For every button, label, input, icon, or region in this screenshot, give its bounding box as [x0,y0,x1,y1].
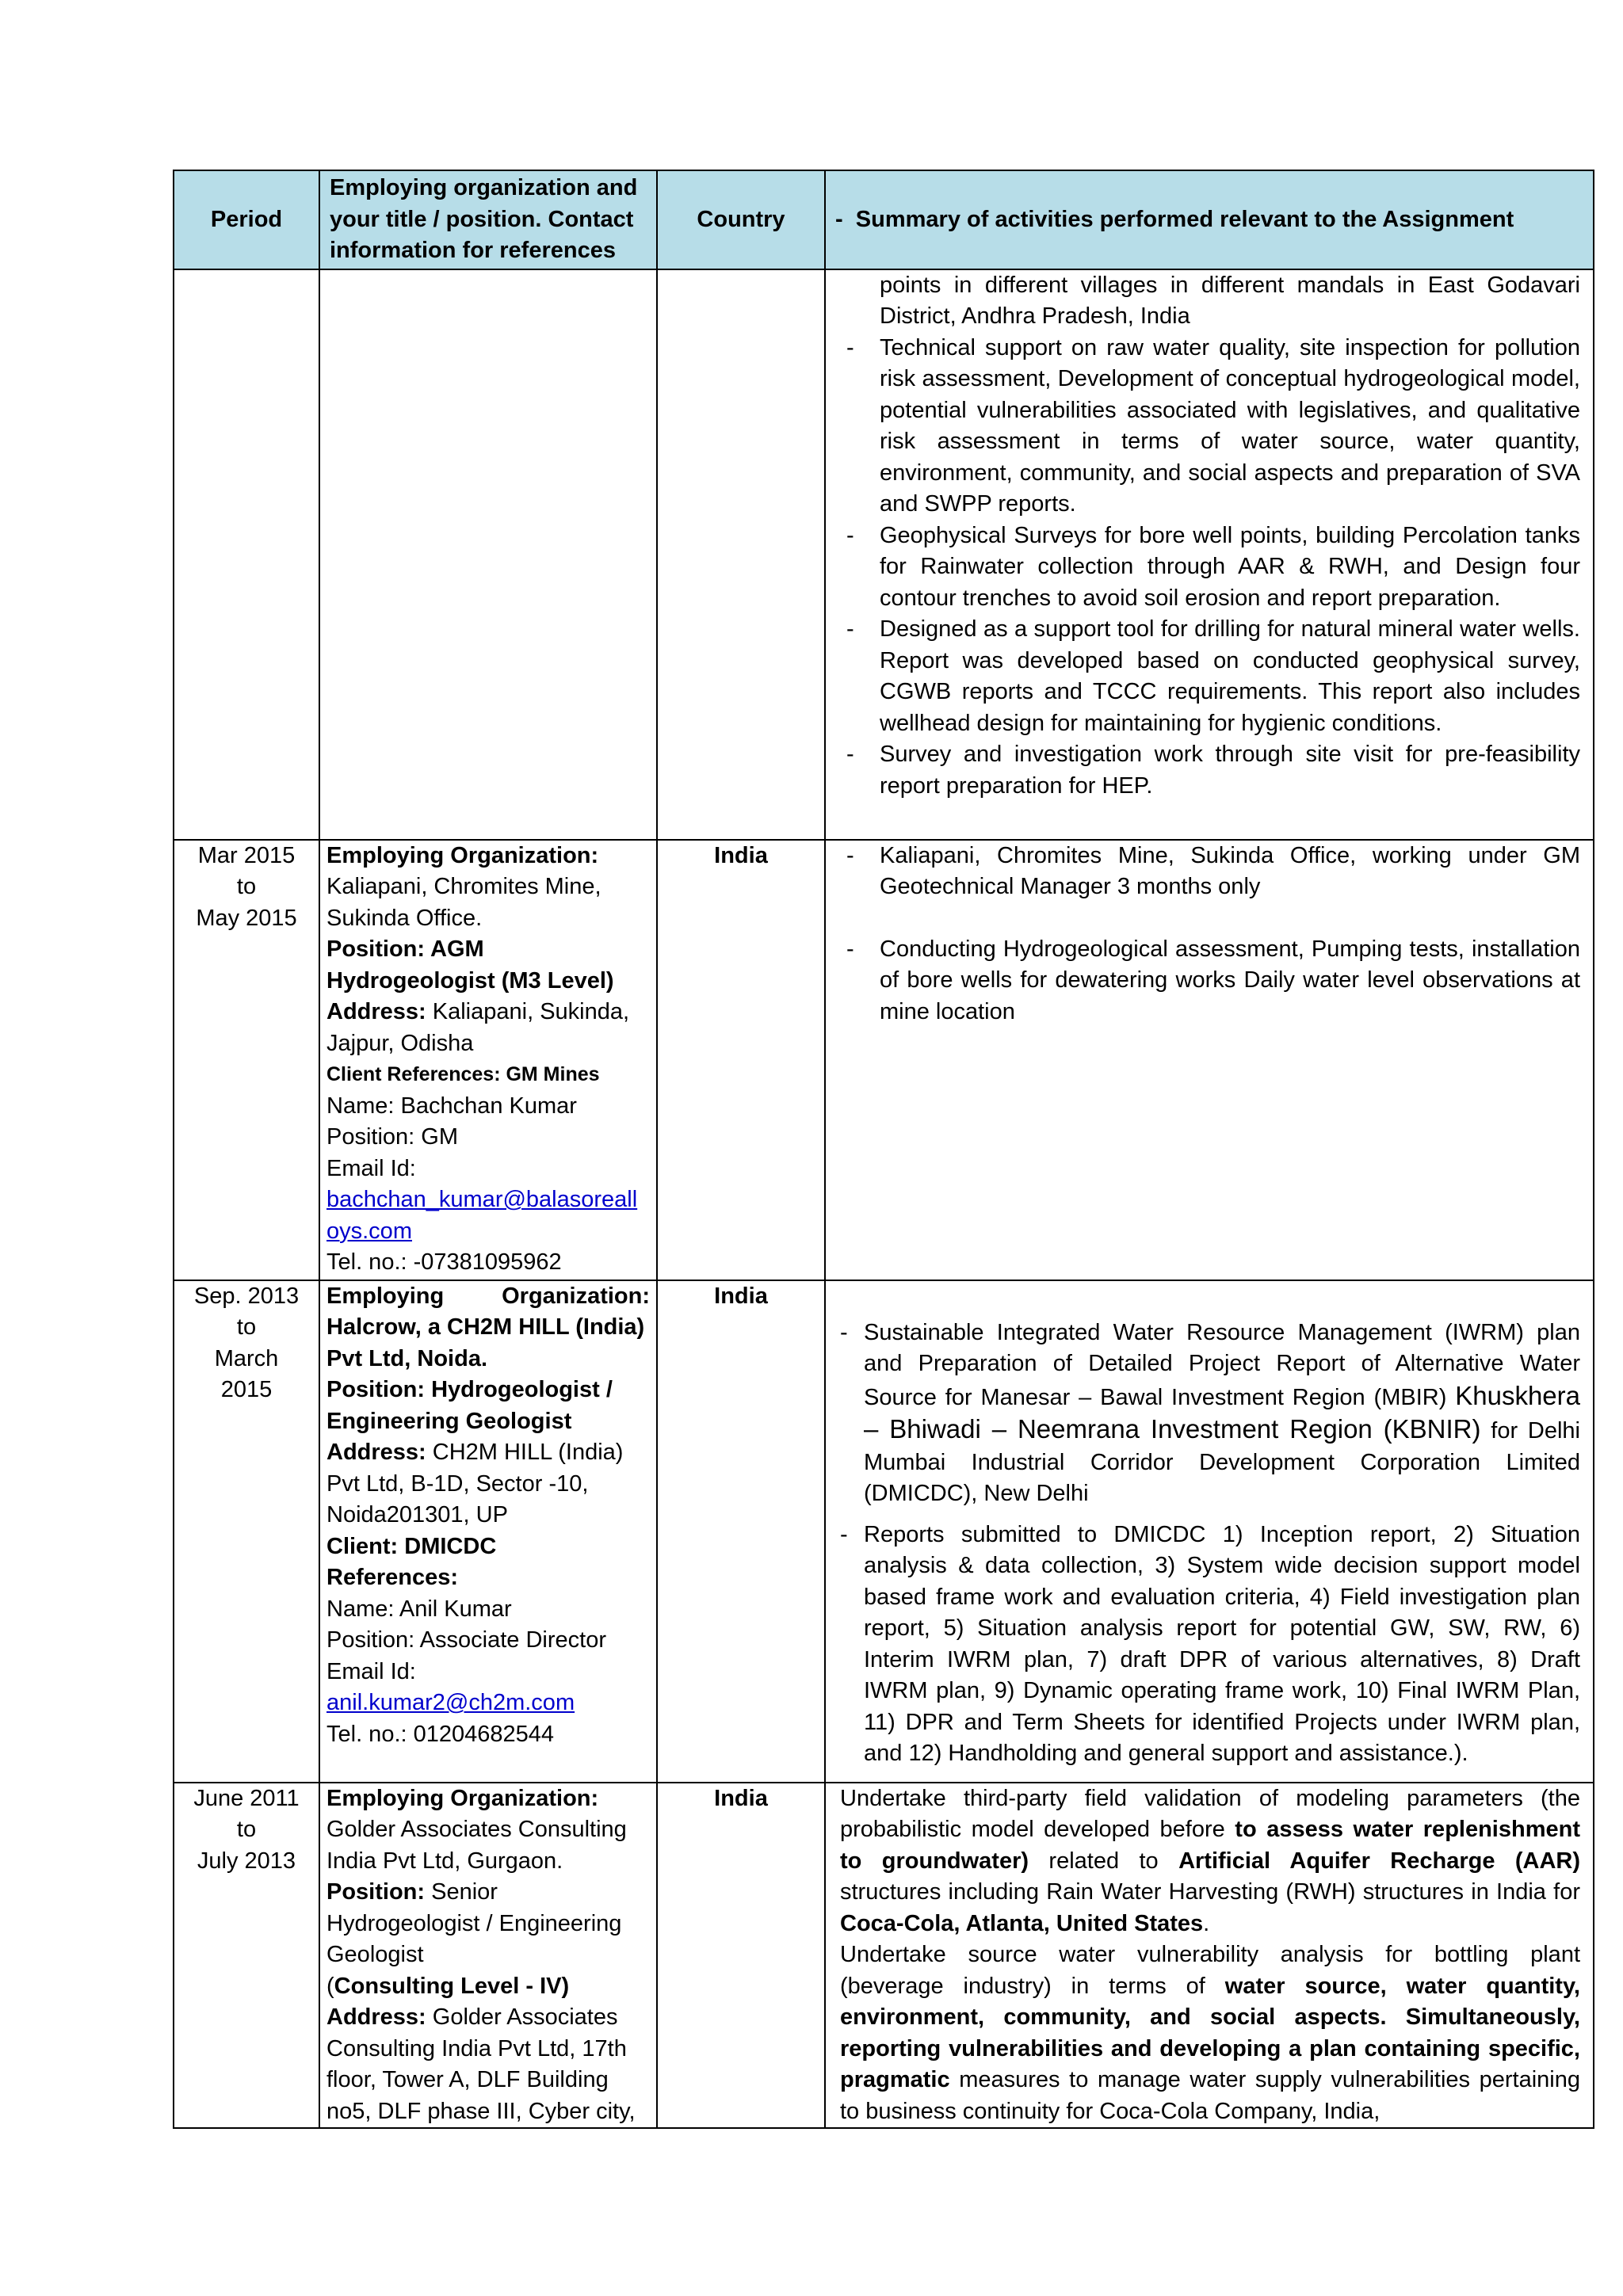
period-to: to [236,1314,257,1340]
summary-continuation: points in different villages in different mandals in East Godavari District, Andhra Pradesh, India [880,272,1580,329]
table-row [174,1280,1594,1783]
text-run: Undertake source water vulnerability analysis for bottling plant (beverage industry) in terms of [840,1942,1580,1999]
address-value: Kaliapani, Sukinda, Jajpur, Odisha [327,999,630,1056]
bullet-dash: - [846,334,854,360]
address-label: Address: [327,1440,426,1465]
country-cell: India [657,1783,825,2129]
organization-cell [319,269,657,840]
employer-value: Golder Associates Consulting India Pvt Ltd, Gurgaon. [327,1817,627,1874]
iwrm-text-part2: Khuskhera – Bhiwadi – Neemrana Investment Region (KBNIR) [864,1380,1580,1444]
period-end: March [214,1345,279,1371]
email-label: Email Id: [327,1155,416,1181]
position [327,1877,650,1971]
text-run: structures including Rain Water Harvesting (RWH) structures in India for [840,1879,1580,1905]
address [327,2002,650,2127]
bullet-dash: - [840,1319,848,1345]
table-row [174,840,1594,1280]
bullet-text: Technical support on raw water quality, site inspection for pollution risk assessment, Development of conceptual hydrogeological model, potential vulnerabilities associated with legislatives, and qualitative risk assessment in terms of water source, water quantity, environment, community, and social aspects and preparation of SVA and SWPP reports. [880,334,1580,517]
bullet-text: Conducting Hydrogeological assessment, Pumping tests, installation of bore wells for dewatering works Daily water level observations at mine location [880,936,1580,1024]
employer-label: Employing Organization: [327,1785,599,1811]
header-period: Period [174,170,319,269]
list-item [832,841,1580,903]
header-summary [825,170,1594,269]
reference-name: Name: Anil Kumar [327,1596,512,1622]
experience-table [173,170,1594,2129]
reference-position: Position: Associate Director [327,1627,606,1653]
text-run: Undertake third-party field validation of modeling parameters (the probabilistic model developed before [840,1785,1580,1842]
email-link[interactable]: bachchan_kumar@balasorealloys.com [327,1187,638,1244]
employer-label: Employing Organization: [327,842,599,868]
reference-name: Name: Bachchan Kumar [327,1093,577,1119]
summary-cell [825,840,1594,1280]
period-end: July 2013 [197,1848,296,1874]
summary-cell [825,1783,1594,2129]
table-header-row [174,170,1594,269]
organization-cell [319,1783,657,2129]
organization-cell [319,840,657,1280]
period-cell [174,1280,319,1783]
period-cell [174,1783,319,2129]
summary-cell [825,1280,1594,1783]
period-start: June 2011 [193,1785,300,1811]
page [173,170,1581,2129]
telephone: Tel. no.: 01204682544 [327,1721,555,1747]
bullet-dash: - [846,842,854,868]
address [327,1437,650,1531]
bullet-dash: - [846,522,854,548]
period-to: to [236,1817,257,1842]
header-summary-dash: - [835,206,843,232]
bullet-dash: - [840,1521,848,1547]
bullet-text [864,1318,1580,1510]
summary-paragraph [840,1939,1580,2127]
bullet-text: Designed as a support tool for drilling for natural mineral water wells. Report was developed based on conducted geophysical survey, CGWB reports and TCCC requirements. This report also includes wellhead design for maintaining for hygienic conditions. [880,616,1580,736]
period-end-year: 2015 [220,1377,273,1402]
position-label: Position: [327,1879,426,1905]
address [327,997,650,1059]
reference-position: Position: GM [327,1124,458,1150]
level [327,1971,650,2003]
address-label: Address: [327,2004,426,2030]
telephone: Tel. no.: -07381095962 [327,1249,562,1275]
bullet-dash: - [846,616,854,642]
address-value: CH2M HILL (India) Pvt Ltd, B-1D, Sector -10, Noida201301, UP [327,1440,624,1527]
text-run: related to [1029,1848,1179,1874]
iwrm-text-part1: Sustainable Integrated Water Resource Management (IWRM) plan and Preparation of Detailed Project Report of Alternative Water Source for Manesar – Bawal Investment Region (MBIR) [864,1319,1580,1410]
header-organization: Employing organization and your title / position. Contact information for references [319,170,657,269]
summary-cell [825,269,1594,840]
client: Client: DMICDC [327,1533,497,1559]
list-item [840,1520,1580,1770]
country-cell: India [657,840,825,1280]
list-item [840,1318,1580,1510]
employer-value: Pvt Ltd, Noida. [327,1345,487,1371]
employer-value: Kaliapani, Chromites Mine, Sukinda Office. [327,874,601,931]
client-references: Client References: GM Mines [327,1063,600,1085]
address-label: Address: [327,999,426,1024]
period-start: Sep. 2013 [193,1283,300,1309]
table-row [174,269,1594,840]
position-value: Senior Hydrogeologist / Engineering Geologist [327,1879,622,1967]
organization-cell [319,1280,657,1783]
country-cell: India [657,1280,825,1783]
period-end: May 2015 [196,905,297,931]
level-open: ( [327,1973,334,1999]
text-run-bold: water source, water quantity, environment, community, and social aspects. Simultaneously, reporting vulnerabilities and developing a plan containing specific, pragmatic [840,1973,1580,2092]
spacer [840,1281,1580,1318]
spacer [832,903,1580,934]
references-label: References: [327,1565,459,1590]
bullet-dash: - [846,742,854,767]
bullet-dash: - [846,936,854,962]
position-label: Position: AGM Hydrogeologist (M3 Level) [327,936,614,994]
period-cell [174,269,319,840]
spacer [840,1510,1580,1520]
text-run-bold: Coca-Cola, Atlanta, United States [840,1910,1204,1936]
bullet-text: Reports submitted to DMICDC 1) Inception report, 2) Situation analysis & data collection, 3) System wide decision support model based frame work and evaluation criteria, 4) Field investigation plan report, 5) Situation analysis report for potential GW, SW, RW, 6) Interim IWRM plan, 7) draft DPR of various alternatives, 8) Draft IWRM plan, 9) Dynamic operating frame work, 10) Final IWRM Plan, 11) DPR and Term Sheets for identified Projects under IWRM plan, and 12) Handholding and general support and assistance.). [864,1521,1580,1766]
list-item [832,614,1580,739]
address-value: Golder Associates Consulting India Pvt Ltd, 17th floor, Tower A, DLF Building no5, DLF phase III, Cyber city, [327,2004,636,2124]
bullet-text: Kaliapani, Chromites Mine, Sukinda Office, working under GM Geotechnical Manager 3 months only [880,842,1580,899]
country-cell [657,269,825,840]
header-summary-label: Summary of activities performed relevant to the Assignment [855,206,1514,232]
period-cell [174,840,319,1280]
header-country: Country [657,170,825,269]
iwrm-text-part3: for Delhi Mumbai Industrial Corridor Development Corporation Limited (DMICDC), New Delhi [864,1418,1581,1506]
list-item [832,934,1580,1028]
text-run-bold: to assess water replenishment to groundwater) [840,1817,1580,1874]
list-item [832,521,1580,615]
bullet-text: Survey and investigation work through site visit for pre-feasibility report preparation for HEP. [880,742,1580,799]
level-value: Consulting Level - IV) [334,1973,570,1999]
email-label: Email Id: [327,1658,416,1684]
list-item [832,739,1580,802]
period-to: to [236,874,257,899]
bullet-text: Geophysical Surveys for bore well points, building Percolation tanks for Rainwater collection through AAR & RWH, and Design four contour trenches to avoid soil erosion and report preparation. [880,522,1580,611]
employer-label: Employing Organization: Halcrow, a CH2M HILL (India) [327,1283,650,1340]
text-run: . [1203,1910,1210,1936]
text-run-bold: Artificial Aquifer Recharge (AAR) [1178,1848,1581,1874]
email-link[interactable]: anil.kumar2@ch2m.com [327,1690,575,1715]
period-start: Mar 2015 [197,842,296,868]
table-row [174,1783,1594,2129]
position-label: Position: Hydrogeologist / Engineering Geologist [327,1377,613,1434]
list-item [832,333,1580,521]
summary-paragraph [840,1783,1580,1940]
text-run: measures to manage water supply vulnerabilities pertaining to business continuity for Coca-Cola Company, India, [840,2067,1580,2124]
